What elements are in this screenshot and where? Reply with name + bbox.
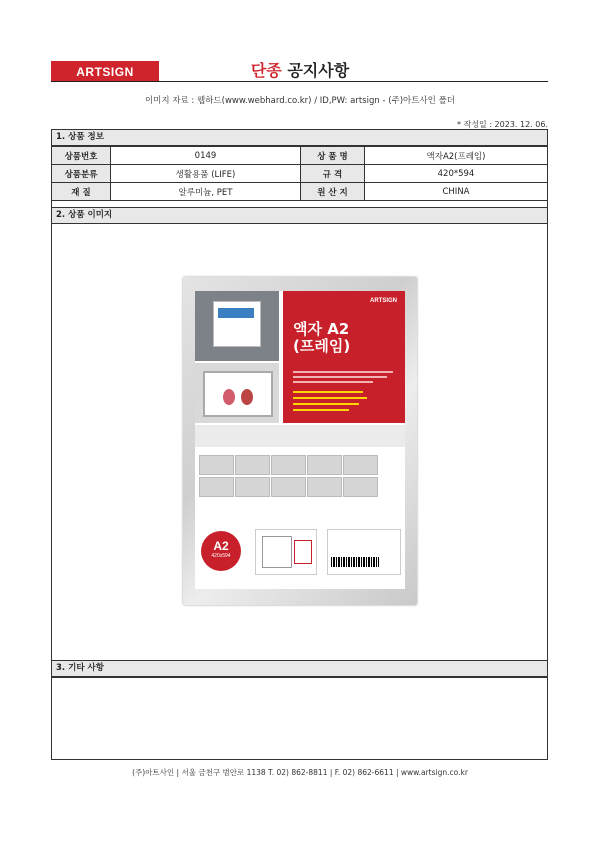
- poster-footer: [195, 521, 405, 589]
- label-cell: 상품번호: [52, 147, 111, 165]
- usage-photo: [195, 363, 279, 423]
- product-info-table: [51, 146, 548, 201]
- product-image: [183, 277, 417, 605]
- label-cell: 규 격: [301, 165, 365, 183]
- value-cell: 0149: [111, 147, 301, 165]
- size-badge: [201, 531, 241, 571]
- value-cell: 액자A2(프레임): [365, 147, 548, 165]
- title-text: 공지사항: [281, 61, 350, 80]
- written-date: * 작성일 : 2023. 12. 06.: [457, 120, 548, 129]
- badge-dim: 420x594: [211, 553, 231, 559]
- product-poster: [195, 291, 405, 589]
- poster-brand: ARTSIGN: [370, 298, 397, 304]
- section-product-image: 2. 상품 이미지: [51, 207, 548, 224]
- other-notes-area: [51, 677, 548, 760]
- table-row: [52, 183, 548, 201]
- image-source-note: 이미지 자료 : 웹하드(www.webhard.co.kr) / ID,PW: artsign - (주)아트사인 폴더: [144, 96, 456, 106]
- value-cell: 알루미늄, PET: [111, 183, 301, 201]
- poster-title: [293, 321, 350, 355]
- title-divider: [51, 81, 548, 82]
- value-cell: 420*594: [365, 165, 548, 183]
- label-cell: 상 품 명: [301, 147, 365, 165]
- table-row: [52, 147, 548, 165]
- install-steps: [195, 451, 405, 517]
- badge-size: A2: [213, 539, 229, 553]
- poster-title-line: 액자 A2: [293, 320, 350, 338]
- title-highlight: 단종: [250, 61, 282, 80]
- poster-title-line: (프레임): [293, 337, 351, 355]
- poster-red-panel: [283, 291, 405, 423]
- label-cell: 원 산 지: [301, 183, 365, 201]
- company-footer: (주)아트사인 | 서울 금천구 범안로 1138 T. 02) 862-8811 | F. 02) 862-6611 | www.artsign.co.kr: [132, 768, 468, 777]
- table-row: [52, 165, 548, 183]
- label-cell: 상품분류: [52, 165, 111, 183]
- spec-box: [327, 529, 401, 575]
- poster-band: [195, 425, 405, 447]
- value-cell: 생활용품 (LIFE): [111, 165, 301, 183]
- label-cell: 재 질: [52, 183, 111, 201]
- section-other: 3. 기타 사항: [51, 660, 548, 677]
- barcode-icon: [331, 557, 379, 567]
- artsign-logo: ARTSIGN: [51, 61, 159, 82]
- section-product-info: 1. 상품 정보: [51, 129, 548, 146]
- size-diagram: [255, 529, 317, 575]
- usage-photo: [195, 291, 279, 361]
- page-title: [0, 58, 600, 81]
- value-cell: CHINA: [365, 183, 548, 201]
